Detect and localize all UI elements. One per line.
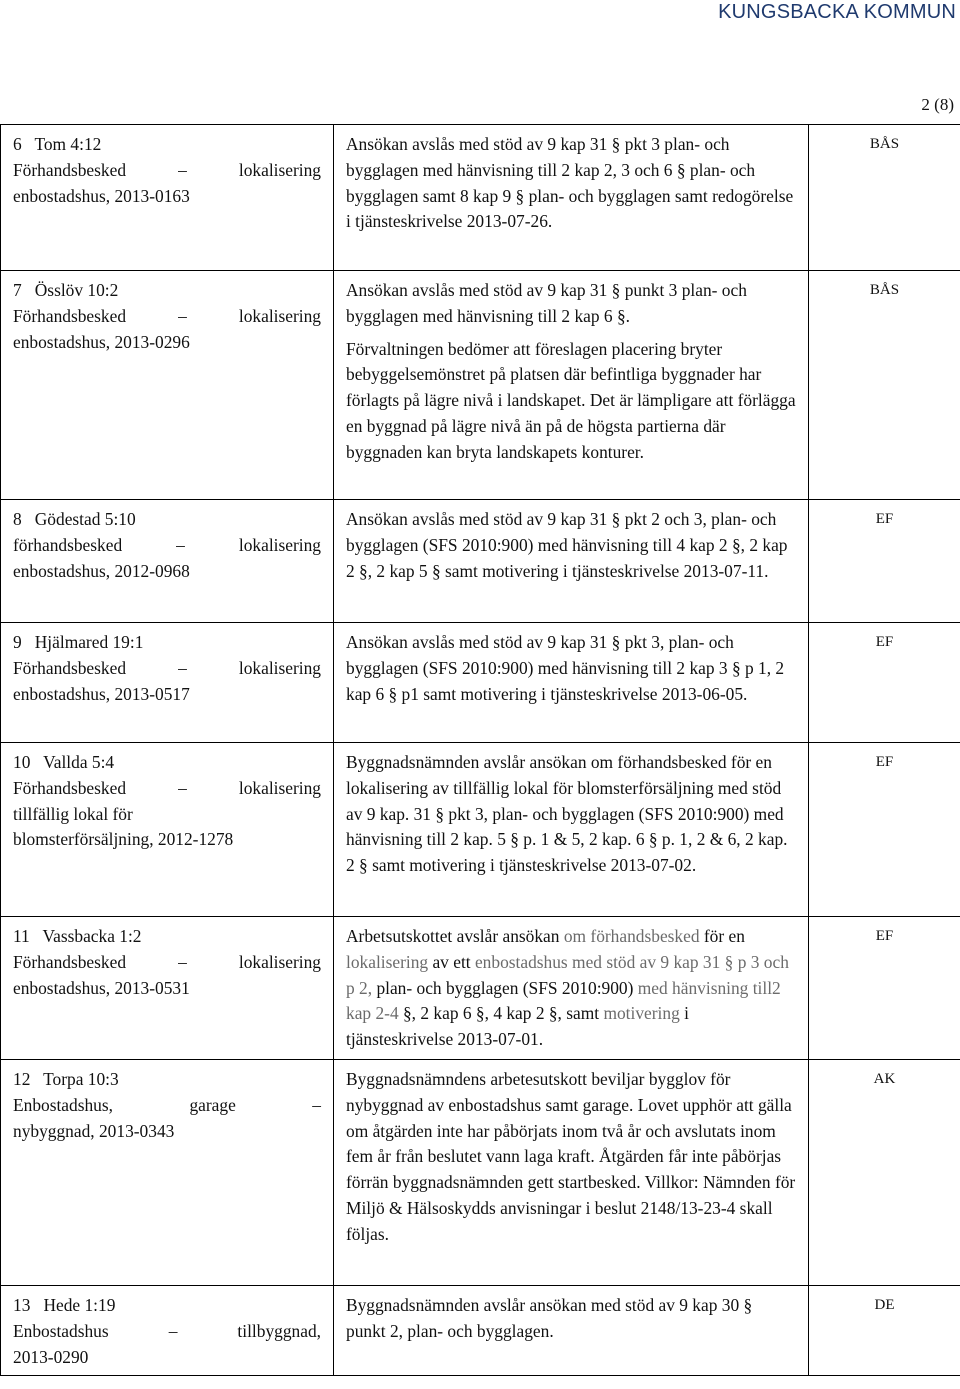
decision-cell [334, 1060, 809, 1286]
decision-segment: Arbetsutskottet avslår ansökan [346, 926, 564, 946]
case-title: förhandsbesked – lokalisering [13, 534, 321, 555]
case-number: 9 [13, 632, 22, 652]
case-subtitle-continued: blomsterförsäljning, 2012-1278 [13, 829, 234, 850]
case-heading [13, 132, 321, 158]
decision-segment: för en [699, 926, 745, 946]
decision-segment-gray: enbostadshus med stöd av 9 kap 31 § p 3 och p 2, [346, 951, 789, 998]
decision-segment: plan- och bygglagen (SFS 2010:900) [372, 977, 638, 998]
decision-cell [334, 917, 809, 1060]
officer-code: BÅS [809, 125, 960, 271]
table-row [1, 1286, 960, 1376]
case-heading [13, 278, 321, 304]
decision-text: Ansökan avslås med stöd av 9 kap 31 § pkt 3 plan- och bygglagen med hänvisning till 2 kap 2, 3 och 6 § plan- och bygglagen samt 8 kap 9 § plan- och bygglagen samt redogörelse i tjänsteskrivelse 2013-07-26. [346, 134, 794, 232]
case-cell [1, 743, 334, 917]
decision-text: Ansökan avslås med stöd av 9 kap 31 § pkt 3, plan- och bygglagen (SFS 2010:900) med hänvisning till 2 kap 3 § p 1, 2 kap 6 § p1 samt motivering i tjänsteskrivelse 2013-06-05. [346, 632, 785, 704]
decision-cell [334, 743, 809, 917]
case-cell [1, 1286, 334, 1376]
case-number: 13 [13, 1295, 31, 1315]
decision-text: Byggnadsnämndens arbetesutskott beviljar bygglov för nybyggnad av enbostadshus samt garage. Lovet upphör att gälla om åtgärden inte har påbörjats inom två år och avslutats inom fem år från beslutet vann laga kraft. Åtgärden får inte påbörjas förrän byggnadsnämnden gett startbesked. Villkor: Nämnden för Miljö & Hälsoskydds anvisningar i beslut 2148/13-23-4 skall följas. [346, 1069, 796, 1244]
table-row [1, 500, 960, 623]
case-cell [1, 271, 334, 500]
decision-cell [334, 271, 809, 500]
table-row [1, 125, 960, 271]
case-subtitle: enbostadshus, 2013-0296 [13, 331, 190, 352]
table-row [1, 743, 960, 917]
decision-text [346, 924, 796, 1053]
case-subtitle: enbostadshus, 2013-0531 [13, 977, 190, 998]
case-subtitle: enbostadshus, 2012-0968 [13, 560, 190, 581]
officer-code: EF [809, 623, 960, 743]
decision-reasoning: Förvaltningen bedömer att föreslagen placering bryter bebyggelsemönstret på platsen där befintliga byggnader har förlagts på lägre nivå i landskapet. Det är lämpligare att förlägga en byggnad på lägre nivå än på de högsta partierna där byggnaden kan bryta landskapets konturer. [346, 338, 796, 462]
decision-segment-gray: motivering [603, 1003, 680, 1024]
case-number: 6 [13, 134, 22, 154]
case-heading [13, 1067, 321, 1093]
officer-code: AK [809, 1060, 960, 1286]
case-cell [1, 1060, 334, 1286]
case-subtitle: enbostadshus, 2013-0163 [13, 185, 190, 206]
officer-code: EF [809, 917, 960, 1060]
property-name: Hjälmared 19:1 [34, 632, 144, 652]
case-cell [1, 125, 334, 271]
case-number: 10 [13, 752, 31, 772]
organization-header: KUNGSBACKA KOMMUN [718, 1, 956, 23]
decision-segment: §, 2 kap 6 §, 4 kap 2 §, samt [398, 1003, 604, 1024]
property-name: Össlöv 10:2 [34, 280, 119, 300]
decision-cell [334, 125, 809, 271]
case-title: Förhandsbesked – lokalisering [13, 657, 321, 678]
officer-code: BÅS [809, 271, 960, 500]
decision-text: Byggnadsnämnden avslår ansökan med stöd av 9 kap 30 § punkt 2, plan- och bygglagen. [346, 1295, 753, 1341]
decision-segment-gray: om förhandsbesked [563, 926, 700, 946]
table-row [1, 1060, 960, 1286]
property-name: Tom 4:12 [34, 134, 102, 154]
decision-segment: av ett [428, 951, 475, 972]
case-heading [13, 507, 321, 533]
property-name: Gödestad 5:10 [34, 509, 136, 529]
case-number: 8 [13, 509, 22, 529]
decision-cell [334, 1286, 809, 1376]
case-heading [13, 1293, 321, 1319]
decision-text: Ansökan avslås med stöd av 9 kap 31 § punkt 3 plan- och bygglagen med hänvisning till 2 kap 6 §. [346, 280, 747, 326]
case-number: 7 [13, 280, 22, 300]
case-subtitle: tillfällig lokal för [13, 803, 133, 824]
decision-segment-gray: lokalisering [346, 951, 429, 972]
table-row [1, 623, 960, 743]
case-subtitle: 2013-0290 [13, 1346, 89, 1367]
property-name: Vassbacka 1:2 [42, 926, 142, 946]
case-title: Förhandsbesked – lokalisering [13, 777, 321, 798]
decision-text: Byggnadsnämnden avslår ansökan om förhandsbesked för en lokalisering av tillfällig lokal för blomsterförsäljning med stöd av 9 kap. 31 § pkt 3, plan- och bygglagen (SFS 2010:900) med hänvisning till 2 kap. 5 § p. 1 & 5, 2 kap. 6 § p. 1, 2 & 6, 2 kap. 2 § samt motivering i tjänsteskrivelse 2013-07-02. [346, 752, 788, 876]
officer-code: EF [809, 500, 960, 623]
case-number: 12 [13, 1069, 31, 1089]
decision-cell [334, 500, 809, 623]
property-name: Vallda 5:4 [43, 752, 115, 772]
decision-segment: i tjänsteskrivelse 2013-07-01. [346, 1003, 689, 1050]
decision-cell [334, 623, 809, 743]
case-number: 11 [13, 926, 30, 946]
case-heading [13, 750, 321, 776]
case-subtitle: enbostadshus, 2013-0517 [13, 683, 190, 704]
decision-segment-gray: med hänvisning till2 kap 2-4 [346, 977, 781, 1024]
table-row [1, 917, 960, 1060]
officer-code: EF [809, 743, 960, 917]
decision-text: Ansökan avslås med stöd av 9 kap 31 § pkt 2 och 3, plan- och bygglagen (SFS 2010:900) med hänvisning till 4 kap 2 §, 2 kap 2 §, 2 kap 5 § samt motivering i tjänsteskrivelse 2013-07-11. [346, 509, 788, 581]
decision-table [0, 124, 960, 1376]
case-title: Enbostadshus – tillbyggnad, [13, 1320, 321, 1341]
property-name: Torpa 10:3 [43, 1069, 119, 1089]
case-heading [13, 630, 321, 656]
case-cell [1, 623, 334, 743]
officer-code: DE [809, 1286, 960, 1376]
case-title: Enbostadshus, garage – [13, 1094, 321, 1115]
case-title: Förhandsbesked – lokalisering [13, 159, 321, 180]
page-number: 2 (8) [921, 95, 954, 114]
case-heading [13, 924, 321, 950]
case-cell [1, 917, 334, 1060]
case-subtitle: nybyggnad, 2013-0343 [13, 1120, 175, 1141]
property-name: Hede 1:19 [43, 1295, 116, 1315]
table-row [1, 271, 960, 500]
case-title: Förhandsbesked – lokalisering [13, 951, 321, 972]
case-title: Förhandsbesked – lokalisering [13, 305, 321, 326]
case-cell [1, 500, 334, 623]
